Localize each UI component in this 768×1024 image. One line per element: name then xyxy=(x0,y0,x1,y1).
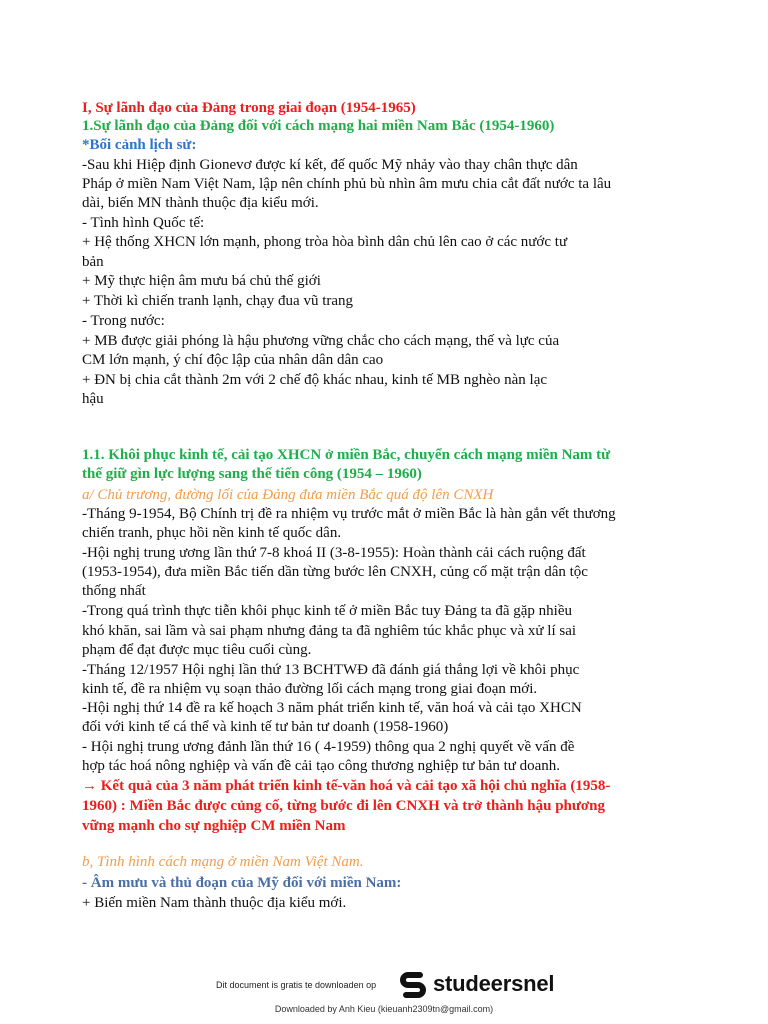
doc-line: đối với kinh tế cá thể và kinh tế tư bản tư doanh (1958-1960) xyxy=(82,719,449,735)
doc-line: 1.1. Khôi phục kinh tế, cải tạo XHCN ở miền Bắc, chuyển cách mạng miền Nam từ xyxy=(82,447,611,463)
studeersnel-logo-icon[interactable] xyxy=(398,970,428,1005)
doc-line: chiến tranh, phục hồi nền kinh tế quốc dân. xyxy=(82,525,342,541)
doc-line: + Thời kì chiến tranh lạnh, chạy đua vũ trang xyxy=(82,293,354,309)
doc-line: - Trong nước: xyxy=(82,313,165,329)
doc-line: 1.Sự lãnh đạo của Đảng đối với cách mạng hai miền Nam Bắc (1954-1960) xyxy=(82,118,555,134)
doc-line: + ĐN bị chia cắt thành 2m với 2 chế độ khác nhau, kinh tế MB nghèo nàn lạc xyxy=(82,372,548,388)
doc-line: + Hệ thống XHCN lớn mạnh, phong tròa hòa bình dân chủ lên cao ở các nước tư xyxy=(82,234,568,250)
doc-line: CM lớn mạnh, ý chí độc lập của nhân dân dân cao xyxy=(82,352,384,368)
doc-line: - Hội nghị trung ương đảnh lần thứ 16 ( 4-1959) thông qua 2 nghị quyết về vấn đề xyxy=(82,739,575,755)
doc-line: b, Tình hình cách mạng ở miền Nam Việt Nam. xyxy=(82,854,364,870)
downloaded-by-text: Downloaded by Anh Kieu (kieuanh2309tn@gmail.com) xyxy=(274,1004,494,1014)
doc-line: + MB được giải phóng là hậu phương vững chắc cho cách mạng, thế và lực của xyxy=(82,333,560,349)
doc-line: -Tháng 9-1954, Bộ Chính trị đề ra nhiệm vụ trước mắt ở miền Bắc là hàn gắn vết thương xyxy=(82,506,616,522)
doc-line: hậu xyxy=(82,391,104,407)
doc-line: a/ Chủ trương, đường lối của Đảng đưa miền Bắc quá độ lên CNXH xyxy=(82,487,494,503)
doc-line: -Tháng 12/1957 Hội nghị lần thứ 13 BCHTWĐ đã đánh giá thắng lợi về khôi phục xyxy=(82,662,580,678)
doc-line: (1953-1954), đưa miền Bắc tiến dần từng bước lên CNXH, củng cố mặt trận dân tộc xyxy=(82,564,588,580)
doc-line: 1960) : Miền Bắc được củng cố, từng bước đi lên CNXH và trở thành hậu phương xyxy=(82,798,606,814)
doc-line: *Bối cảnh lịch sử: xyxy=(82,137,197,153)
doc-line: thế giữ gìn lực lượng sang thế tiến công (1954 – 1960) xyxy=(82,466,422,482)
doc-line: -Hội nghị trung ương lần thứ 7-8 khoá II (3-8-1955): Hoàn thành cải cách ruộng đất xyxy=(82,545,586,561)
doc-line: I, Sự lãnh đạo của Đảng trong giai đoạn (1954-1965) xyxy=(82,100,416,116)
doc-line: -Hội nghị thứ 14 đề ra kế hoạch 3 năm phát triển kinh tế, văn hoá và cải tạo XHCN xyxy=(82,700,582,716)
footer-bar xyxy=(0,966,768,1006)
doc-line: hợp tác hoá nông nghiệp và vấn đề cải tạo công thương nghiệp tư bản tư doanh. xyxy=(82,758,561,774)
doc-line: + Biến miền Nam thành thuộc địa kiểu mới. xyxy=(82,895,347,911)
doc-line: khó khăn, sai lầm và sai phạm nhưng đảng ta đã nghiêm túc khắc phục và xử lí sai xyxy=(82,623,577,639)
doc-line: -Trong quá trình thực tiễn khôi phục kinh tế ở miền Bắc tuy Đảng ta đã gặp nhiều xyxy=(82,603,572,619)
doc-line: phạm để đạt được mục tiêu cuối cùng. xyxy=(82,642,312,658)
doc-line: bản xyxy=(82,254,104,270)
doc-line: -Sau khi Hiệp định Gionevơ được kí kết, đế quốc Mỹ nhảy vào thay chân thực dân xyxy=(82,157,578,173)
doc-line: dài, biến MN thành thuộc địa kiểu mới. xyxy=(82,195,319,211)
doc-line: Pháp ở miền Nam Việt Nam, lập nên chính phủ bù nhìn âm mưu chia cắt đất nước ta lâu xyxy=(82,176,612,192)
footer-gratis-text: Dit document is gratis te downloaden op xyxy=(216,980,377,990)
doc-line: → Kết quả của 3 năm phát triển kinh tế-văn hoá và cải tạo xã hội chủ nghĩa (1958- xyxy=(82,778,611,794)
doc-line: thống nhất xyxy=(82,583,146,599)
doc-line: vững mạnh cho sự nghiệp CM miền Nam xyxy=(82,818,346,834)
doc-line: + Mỹ thực hiện âm mưu bá chủ thế giới xyxy=(82,273,321,289)
doc-line: kinh tế, đề ra nhiệm vụ soạn thảo đường lối cách mạng trong giai đoạn mới. xyxy=(82,681,538,697)
doc-line: - Âm mưu và thủ đoạn của Mỹ đối với miền Nam: xyxy=(82,875,402,891)
doc-line: - Tình hình Quốc tế: xyxy=(82,215,205,231)
studeersnel-brand[interactable]: studeersnel xyxy=(433,971,555,996)
